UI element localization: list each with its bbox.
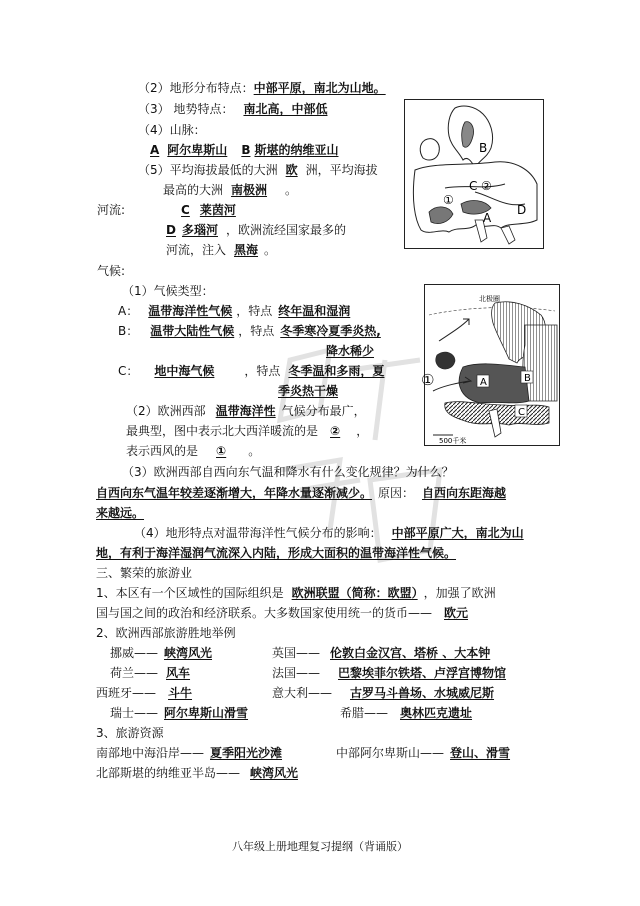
line-resources-heading: 3、旅游资源 <box>96 726 164 740</box>
map2-label-a: A <box>480 377 487 388</box>
answer: 风车 <box>166 666 191 680</box>
line-climate-heading: 气候: <box>97 264 126 278</box>
text: 最高的大洲 <box>163 183 224 197</box>
text: 北部斯堪的纳维亚半岛—— <box>96 766 241 780</box>
map1-label-b: B <box>479 141 488 155</box>
answer: 欧洲联盟（简称：欧盟） <box>291 586 418 600</box>
answer: 季炎热干燥 <box>278 384 339 398</box>
line-climate-b-cont <box>326 343 374 359</box>
line-rivers-c <box>97 202 236 218</box>
answer: 奥林匹克遗址 <box>400 706 473 720</box>
text: 瑞士—— <box>110 706 159 720</box>
line-climate-b <box>118 323 381 339</box>
text: 表示西风的是 <box>126 444 199 458</box>
line-climate-a <box>118 303 350 319</box>
text: 最典型，图中表示北大西洋暖流的是 <box>126 424 319 438</box>
line-rivers-d <box>166 222 346 238</box>
europe-relief-map <box>404 99 544 249</box>
line-scandinavia <box>96 765 298 781</box>
text: ， <box>356 424 369 438</box>
answer: 多瑙河 <box>181 223 218 237</box>
text: ，特点 <box>238 324 275 338</box>
line-elevation <box>138 101 327 117</box>
map2-scale-label: 500千米 <box>439 437 467 445</box>
text: 河流: <box>97 203 126 217</box>
europe-climate-map <box>424 284 560 446</box>
answer: 地，有利于海洋湿润气流深入内陆，形成大面积的温带海洋性气候。 <box>96 546 457 560</box>
answer: 来越远。 <box>96 506 145 520</box>
label-d: D <box>166 223 176 237</box>
text: 国与国之间的政治和经济联系。大多数国家使用统一的货币—— <box>96 606 433 620</box>
answer: 温带大陆性气候 <box>150 324 235 338</box>
text: 中部阿尔卑斯山—— <box>336 746 445 760</box>
answer: 温带海洋性 <box>215 404 276 418</box>
line-greece <box>340 705 472 721</box>
text: （2）地形分布特点： <box>138 81 254 95</box>
text: ，欧洲流经国家最多的 <box>225 223 346 237</box>
answer: 古罗马斗兽场、水城威尼斯 <box>350 686 495 700</box>
line-answer-3-cont <box>96 505 144 521</box>
map1-label-a: A <box>483 211 492 225</box>
text: A： <box>118 304 139 318</box>
answer: ② <box>330 424 341 438</box>
answer: 温带海洋性气候 <box>148 304 233 318</box>
answer: 中部平原，南北为山地。 <box>253 81 386 95</box>
text: （2）欧洲西部 <box>126 404 206 418</box>
text: 希腊—— <box>340 706 389 720</box>
line-black-sea <box>166 242 276 258</box>
answer: 欧 <box>285 163 298 177</box>
text: 。 <box>248 444 261 458</box>
answer: 斯堪的纳维亚山 <box>254 143 339 157</box>
text: （3） 地势特点： <box>138 102 234 116</box>
line-west-europe-climate <box>126 403 366 419</box>
answer: 登山、滑雪 <box>450 746 511 760</box>
label-a: A <box>150 143 160 157</box>
answer: 斗牛 <box>168 686 193 700</box>
text: C： <box>118 364 139 378</box>
answer: 南北高，中部低 <box>243 102 328 116</box>
text: 。 <box>285 183 298 197</box>
line-mountains-ab <box>150 142 338 158</box>
answer: 夏季阳光沙滩 <box>210 746 283 760</box>
answer: 自西向东气温年较差逐渐增大，年降水量逐渐减少。 <box>96 486 373 500</box>
text: 英国—— <box>272 646 321 660</box>
answer: 冬季温和多雨，夏 <box>288 364 385 378</box>
answer: 地中海气候 <box>154 364 215 378</box>
line-question-4 <box>134 525 524 541</box>
text: ，特点 <box>244 364 281 378</box>
text: （4）地形特点对温带海洋性气候分布的影响： <box>134 526 382 540</box>
line-italy <box>272 685 494 701</box>
line-answer-3 <box>96 485 506 501</box>
line-alps <box>336 745 510 761</box>
line-mountains: （4）山脉： <box>138 123 206 137</box>
line-question-3: （3）欧洲西部自西向东气温和降水有什么变化规律？为什么？ <box>122 465 454 479</box>
text: 法国—— <box>272 666 321 680</box>
line-climate-types: （1）气候类型： <box>122 284 214 298</box>
line-destinations-heading: 2、欧洲西部旅游胜地举例 <box>96 626 236 640</box>
map2-label-b: B <box>524 373 531 384</box>
line-climate-c-cont <box>278 383 338 399</box>
line-france <box>272 665 506 681</box>
label-c: C <box>181 203 190 217</box>
text: 洲，平均海拔 <box>305 163 378 177</box>
text: 意大利—— <box>272 686 333 700</box>
page-footer: 八年级上册地理复习提纲（背诵版） <box>232 840 408 853</box>
line-terrain-distribution <box>138 80 386 96</box>
answer: 中部平原广大，南北为山 <box>391 526 524 540</box>
answer: 终年温和湿润 <box>278 304 351 318</box>
line-lowest-continent <box>138 162 378 178</box>
text: 挪威—— <box>110 646 159 660</box>
line-uk <box>272 645 490 661</box>
line-westerlies <box>126 443 260 459</box>
text: 1、本区有一个区域性的国际组织是 <box>96 586 284 600</box>
line-answer-4 <box>96 545 456 561</box>
section-tourism-heading: 三、繁荣的旅游业 <box>96 566 193 580</box>
map1-label-2: ② <box>481 179 492 193</box>
answer: 峡湾风光 <box>164 646 213 660</box>
label-b: B <box>241 143 251 157</box>
answer: 黑海 <box>234 243 259 257</box>
answer: ① <box>216 444 227 458</box>
map1-label-d: D <box>517 203 527 217</box>
line-highest-continent <box>163 182 297 198</box>
map2-circle-1-label: ① <box>421 371 435 389</box>
line-norway-uk <box>110 645 212 661</box>
answer: 自西向东距海越 <box>422 486 507 500</box>
line-spain <box>96 685 192 701</box>
line-gulf-stream <box>126 423 368 439</box>
text: 河流，注入 <box>166 243 227 257</box>
text: B： <box>118 324 139 338</box>
text: 西班牙—— <box>96 686 157 700</box>
text: 气候分布最广， <box>281 404 366 418</box>
answer: 南极洲 <box>231 183 268 197</box>
text: 。 <box>264 243 277 257</box>
text: 荷兰—— <box>110 666 159 680</box>
map1-label-1: ① <box>443 193 454 207</box>
text: ，加强了欧洲 <box>423 586 496 600</box>
map2-arctic-circle: 北极圈 <box>479 295 500 303</box>
line-mediterranean <box>96 745 282 761</box>
text: （5）平均海拔最低的大洲 <box>138 163 278 177</box>
line-netherlands <box>110 665 190 681</box>
line-switzerland <box>110 705 248 721</box>
answer: 莱茵河 <box>199 203 236 217</box>
answer: 欧元 <box>444 606 469 620</box>
line-eu <box>96 585 496 601</box>
answer: 伦敦白金汉宫、塔桥 、大本钟 <box>330 646 491 660</box>
answer: 峡湾风光 <box>250 766 299 780</box>
map2-label-c: C <box>518 407 525 418</box>
text: 原因： <box>378 486 415 500</box>
map1-label-c: C <box>469 179 478 193</box>
text: ，特点 <box>236 304 273 318</box>
answer: 阿尔卑斯山滑雪 <box>164 706 249 720</box>
answer: 阿尔卑斯山 <box>167 143 228 157</box>
text: 南部地中海沿岸—— <box>96 746 205 760</box>
answer: 冬季寒冷夏季炎热, <box>280 324 381 338</box>
line-climate-c <box>118 363 384 379</box>
answer: 巴黎埃菲尔铁塔、卢浮宫博物馆 <box>338 666 507 680</box>
answer: 降水稀少 <box>326 344 375 358</box>
line-euro <box>96 605 468 621</box>
